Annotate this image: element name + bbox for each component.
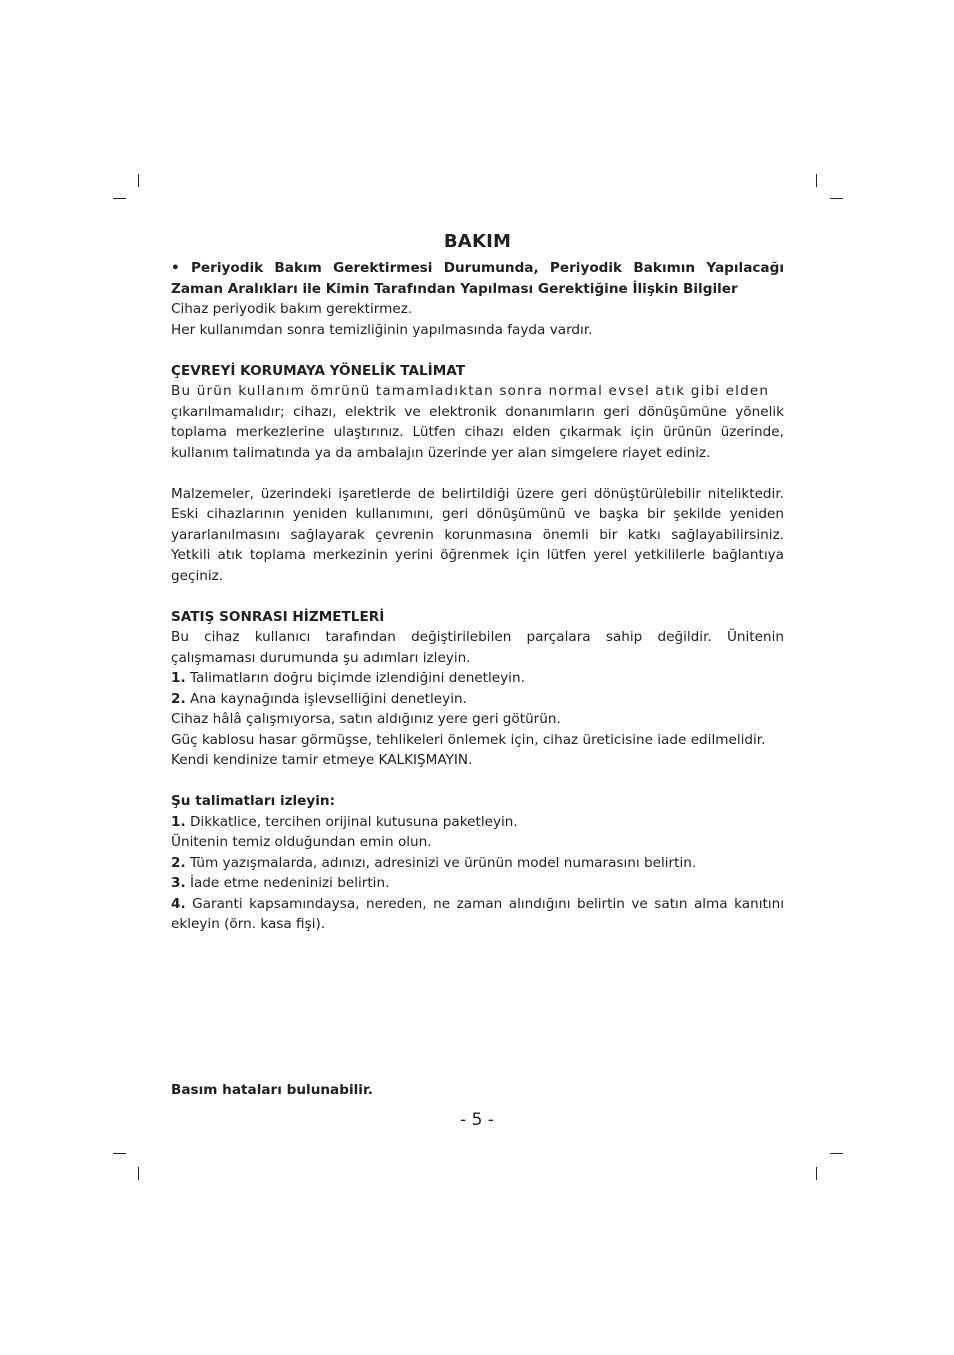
crop-mark-top-left-vertical xyxy=(138,174,139,187)
environment-heading: ÇEVREYİ KORUMAYA YÖNELİK TALİMAT xyxy=(171,362,465,379)
step-number: 2. xyxy=(171,854,186,871)
step-number: 1. xyxy=(171,670,186,686)
aftersales-step-1 xyxy=(171,668,784,689)
crop-mark-top-right-vertical xyxy=(816,174,817,187)
instructions-heading: Şu talimatları izleyin: xyxy=(171,793,336,809)
spacer xyxy=(171,463,784,484)
instructions-step-2 xyxy=(171,853,784,874)
instructions-step-3 xyxy=(171,873,784,894)
instructions-step-1-extra: Ünitenin temiz olduğundan emin olun. xyxy=(171,834,432,850)
step-text: Dikkatlice, tercihen orijinal kutusuna paketleyin. xyxy=(185,813,518,830)
step-text: İade etme nedeninizi belirtin. xyxy=(185,875,390,891)
step-number: 3. xyxy=(171,875,186,891)
environment-paragraph-2: Malzemeler, üzerindeki işaretlerde de belirtildiği üzere geri dönüştürülebilir niteliktedir. Eski cihazlarının yeniden kullanımını, geri dönüşümünü ve başka bir şekilde yeniden yararlanılmasını sağlayarak çevrenin korunmasına önemli bir katkı sağlayabilirsiniz. Yetkili atık toplama merkezinin yerini öğrenmek için lütfen yerel yetkililerle bağlantıya geçiniz. xyxy=(171,485,784,584)
step-text: Talimatların doğru biçimde izlendiğini denetleyin. xyxy=(185,670,525,686)
aftersales-step-2 xyxy=(171,689,784,710)
aftersales-line-3: Cihaz hâlâ çalışmıyorsa, satın aldığınız yere geri götürün. xyxy=(171,711,561,727)
periodic-line-1: Cihaz periyodik bakım gerektirmez. xyxy=(171,301,413,317)
step-text: Ana kaynağında işlevselliğini denetleyin. xyxy=(185,690,467,707)
crop-mark-bottom-right-vertical xyxy=(816,1167,817,1180)
aftersales-heading: SATIŞ SONRASI HİZMETLERİ xyxy=(171,608,385,625)
periodic-line-2: Her kullanımdan sonra temizliğinin yapılmasında fayda vardır. xyxy=(171,321,593,338)
footer-note: Basım hataları bulunabilir. xyxy=(171,1082,373,1098)
aftersales-line-5: Kendi kendinize tamir etmeye KALKIŞMAYIN. xyxy=(171,752,473,768)
step-number: 2. xyxy=(171,690,186,707)
page-title: BAKIM xyxy=(443,231,512,252)
step-number: 1. xyxy=(171,813,186,830)
crop-mark-bottom-left-vertical xyxy=(138,1167,139,1180)
spacer xyxy=(171,771,784,792)
page-number: - 5 - xyxy=(460,1110,494,1130)
step-text: Tüm yazışmalarda, adınızı, adresinizi ve ürünün model numarasını belirtin. xyxy=(185,854,697,871)
periodic-maintenance-heading: • Periyodik Bakım Gerektirmesi Durumunda, Periyodik Bakımın Yapılacağı Zaman Aralıkları ile Kimin Tarafından Yapılması Gerektiğine İlişkin Bilgiler xyxy=(171,260,784,297)
step-text: Garanti kapsamındaysa, nereden, ne zaman alındığını belirtin ve satın alma kanıtını ekleyin (örn. kasa fişi). xyxy=(171,895,784,932)
aftersales-line-4: Güç kablosu hasar görmüşse, tehlikeleri önlemek için, cihaz üreticisine iade edilmelidir. xyxy=(171,731,766,748)
crop-mark-bottom-left-horizontal xyxy=(113,1153,126,1154)
aftersales-intro: Bu cihaz kullanıcı tarafından değiştirilebilen parçalara sahip değildir. Ünitenin çalışmaması durumunda şu adımları izleyin. xyxy=(171,629,784,666)
crop-mark-bottom-right-horizontal xyxy=(830,1153,843,1154)
spacer xyxy=(171,586,784,607)
spacer xyxy=(171,340,784,361)
crop-mark-top-left-horizontal xyxy=(113,198,126,199)
instructions-step-4 xyxy=(171,894,784,935)
step-number: 4. xyxy=(171,895,186,912)
instructions-step-1 xyxy=(171,812,784,833)
page-content xyxy=(171,228,784,935)
crop-mark-top-right-horizontal xyxy=(830,198,843,199)
environment-paragraph-1: çıkarılmamalıdır; cihazı, elektrik ve elektronik donanımların geri dönüşümüne yönelik toplama merkezlerine ulaştırınız. Lütfen cihazı elden çıkarmak için ürünün üzerinde, kullanım talimatında ya da ambalajın üzerinde yer alan simgelere riayet ediniz. xyxy=(171,403,784,461)
environment-paragraph-1-first-line: Bu ürün kullanım ömrünü tamamladıktan sonra normal evsel atık gibi elden xyxy=(171,383,770,399)
